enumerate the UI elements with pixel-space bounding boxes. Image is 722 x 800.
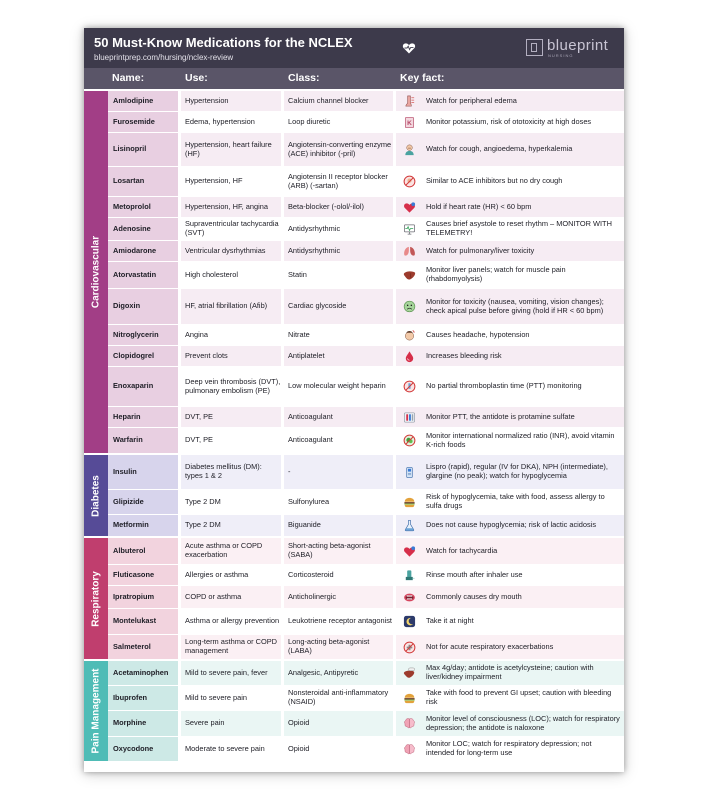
drug-class: Nitrate [284, 325, 393, 345]
drug-name: Montelukast [108, 609, 178, 634]
table-row [108, 490, 624, 514]
table-row [108, 262, 624, 288]
drug-class: Statin [284, 262, 393, 288]
no-emergency-icon [396, 635, 422, 659]
drug-use: Hypertension, heart failure (HF) [181, 133, 281, 166]
drug-key-fact: Monitor international normalized ratio (INR), avoid vitamin K-rich foods [422, 428, 624, 453]
drug-use: Acute asthma or COPD exacerbation [181, 538, 281, 564]
lab-tubes-icon [396, 407, 422, 427]
table-row [108, 407, 624, 427]
drug-key-fact: Max 4g/day; antidote is acetylcysteine; caution with liver/kidney impairment [422, 661, 624, 685]
drug-use: COPD or asthma [181, 586, 281, 608]
logo-subtext: NURSING [548, 53, 574, 58]
drug-key-fact: Monitor level of consciousness (LOC); watch for respiratory depression; the antidote is naloxone [422, 711, 624, 736]
drug-key-fact: Monitor potassium, risk of ototoxicity at high doses [422, 112, 624, 132]
drug-class: Long-acting beta-agonist (LABA) [284, 635, 393, 659]
table-row [108, 565, 624, 585]
drug-name: Oxycodone [108, 737, 178, 761]
drug-class: Opioid [284, 737, 393, 761]
drug-name: Losartan [108, 167, 178, 196]
table-row [108, 635, 624, 659]
drug-use: HF, atrial fibrillation (Afib) [181, 289, 281, 324]
sheet-subtitle: blueprintprep.com/hursing/nclex-review [94, 53, 234, 62]
monitor-icon [396, 218, 422, 240]
heart-icon [396, 538, 422, 564]
blueprint-logo [526, 37, 618, 61]
drug-name: Morphine [108, 711, 178, 736]
drug-name: Ipratropium [108, 586, 178, 608]
blood-drop-icon [396, 346, 422, 366]
drug-name: Clopidogrel [108, 346, 178, 366]
drug-use: Prevent clots [181, 346, 281, 366]
drug-use: Type 2 DM [181, 515, 281, 536]
lab-flask-icon [396, 515, 422, 536]
drug-name: Furosemide [108, 112, 178, 132]
drug-class: Nonsteroidal anti-inflammatory (NSAID) [284, 686, 393, 710]
table-row [108, 455, 624, 489]
drug-class: Cardiac glycoside [284, 289, 393, 324]
category-label: Diabetes [90, 474, 102, 517]
table-row [108, 346, 624, 366]
coughing-person-icon [396, 133, 422, 166]
drug-class: Anticoagulant [284, 428, 393, 453]
drug-name: Albuterol [108, 538, 178, 564]
drug-key-fact: Take it at night [422, 609, 624, 634]
drug-name: Nitroglycerin [108, 325, 178, 345]
drug-key-fact: Watch for cough, angioedema, hyperkalemia [422, 133, 624, 166]
table-row [108, 428, 624, 453]
drug-use: Supraventricular tachycardia (SVT) [181, 218, 281, 240]
heart-pulse-icon [402, 41, 416, 55]
table-row [108, 711, 624, 736]
sick-face-icon [396, 289, 422, 324]
drug-key-fact: Hold if heart rate (HR) < 60 bpm [422, 197, 624, 217]
drug-class: Anticholinergic [284, 586, 393, 608]
mouth-icon [396, 586, 422, 608]
brain-icon [396, 711, 422, 736]
category-label: Respiratory [90, 570, 102, 627]
column-headers [84, 68, 624, 89]
table-row [108, 133, 624, 166]
table-row [108, 609, 624, 634]
drug-class: Opioid [284, 711, 393, 736]
pill-liver-icon [396, 661, 422, 685]
drug-class: Antidysrhythmic [284, 218, 393, 240]
drug-class: Sulfonylurea [284, 490, 393, 514]
drug-use: Mild to severe pain [181, 686, 281, 710]
drug-name: Acetaminophen [108, 661, 178, 685]
drug-class: Leukotriene receptor antagonist [284, 609, 393, 634]
drug-class: - [284, 455, 393, 489]
drug-name: Metoprolol [108, 197, 178, 217]
drug-key-fact: Does not cause hypoglycemia; risk of lactic acidosis [422, 515, 624, 536]
drug-key-fact: Causes brief asystole to reset rhythm – MONITOR WITH TELEMETRY! [422, 218, 624, 240]
drug-name: Ibuprofen [108, 686, 178, 710]
drug-use: DVT, PE [181, 407, 281, 427]
drug-key-fact: Risk of hypoglycemia, take with food, assess allergy to sulfa drugs [422, 490, 624, 514]
brain-icon [396, 737, 422, 761]
medication-sheet [84, 28, 624, 772]
drug-use: Diabetes mellitus (DM): types 1 & 2 [181, 455, 281, 489]
drug-use: Mild to severe pain, fever [181, 661, 281, 685]
category-band [84, 661, 108, 761]
drug-class: Antiplatelet [284, 346, 393, 366]
drug-name: Atorvastatin [108, 262, 178, 288]
category-label: Cardiovascular [90, 235, 102, 309]
drug-name: Fluticasone [108, 565, 178, 585]
drug-name: Adenosine [108, 218, 178, 240]
lungs-liver-icon [396, 241, 422, 261]
drug-name: Metformin [108, 515, 178, 536]
category-band [84, 538, 108, 659]
table-row [108, 241, 624, 261]
category-band [84, 91, 108, 453]
drug-use: Angina [181, 325, 281, 345]
column-header-key-fact: Key fact: [400, 72, 445, 84]
table-row [108, 661, 624, 685]
logo-mark [526, 39, 543, 56]
potassium-icon [396, 112, 422, 132]
drug-name: Enoxaparin [108, 367, 178, 406]
drug-name: Warfarin [108, 428, 178, 453]
column-header-name: Name: [112, 72, 145, 84]
drug-class: Beta-blocker (-olol/-ilol) [284, 197, 393, 217]
no-greens-icon [396, 428, 422, 453]
table-row [108, 197, 624, 217]
drug-class: Angiotensin-converting enzyme (ACE) inhibitor (-pril) [284, 133, 393, 166]
drug-class: Antidysrhythmic [284, 241, 393, 261]
table-row [108, 91, 624, 111]
swollen-leg-icon [396, 91, 422, 111]
drug-key-fact: Monitor PTT, the antidote is protamine sulfate [422, 407, 624, 427]
drug-key-fact: Rinse mouth after inhaler use [422, 565, 624, 585]
table-row [108, 325, 624, 345]
category-label: Pain Management [90, 668, 102, 754]
inhaler-icon [396, 565, 422, 585]
drug-key-fact: No partial thromboplastin time (PTT) monitoring [422, 367, 624, 406]
drug-key-fact: Monitor liver panels; watch for muscle pain (rhabdomyolysis) [422, 262, 624, 288]
drug-use: Allergies or asthma [181, 565, 281, 585]
drug-use: Asthma or allergy prevention [181, 609, 281, 634]
drug-name: Lisinopril [108, 133, 178, 166]
table-row [108, 218, 624, 240]
table-row [108, 686, 624, 710]
table-row [108, 112, 624, 132]
drug-key-fact: Similar to ACE inhibitors but no dry cough [422, 167, 624, 196]
drug-use: Type 2 DM [181, 490, 281, 514]
drug-class: Low molecular weight heparin [284, 367, 393, 406]
drug-name: Glipizide [108, 490, 178, 514]
drug-use: Ventricular dysrhythmias [181, 241, 281, 261]
drug-class: Loop diuretic [284, 112, 393, 132]
burger-icon [396, 686, 422, 710]
drug-use: Long-term asthma or COPD management [181, 635, 281, 659]
drug-class: Angiotensin II receptor blocker (ARB) (-sartan) [284, 167, 393, 196]
drug-key-fact: Increases bleeding risk [422, 346, 624, 366]
drug-class: Anticoagulant [284, 407, 393, 427]
drug-key-fact: Watch for peripheral edema [422, 91, 624, 111]
table-row [108, 737, 624, 761]
drug-use: Severe pain [181, 711, 281, 736]
burger-icon [396, 490, 422, 514]
drug-key-fact: Watch for tachycardia [422, 538, 624, 564]
heart-icon [396, 197, 422, 217]
sheet-title: 50 Must-Know Medications for the NCLEX [94, 35, 353, 50]
table-row [108, 167, 624, 196]
no-test-icon [396, 367, 422, 406]
drug-key-fact: Monitor LOC; watch for respiratory depression; not intended for long-term use [422, 737, 624, 761]
table-row [108, 538, 624, 564]
drug-name: Amiodarone [108, 241, 178, 261]
drug-use: Moderate to severe pain [181, 737, 281, 761]
drug-class: Biguanide [284, 515, 393, 536]
drug-name: Heparin [108, 407, 178, 427]
drug-use: Hypertension, HF, angina [181, 197, 281, 217]
sheet-header [84, 28, 624, 68]
insulin-pen-icon [396, 455, 422, 489]
drug-use: Deep vein thrombosis (DVT), pulmonary embolism (PE) [181, 367, 281, 406]
drug-key-fact: Causes headache, hypotension [422, 325, 624, 345]
drug-name: Insulin [108, 455, 178, 489]
drug-key-fact: Watch for pulmonary/liver toxicity [422, 241, 624, 261]
column-header-use: Use: [185, 72, 208, 84]
table-row [108, 367, 624, 406]
table-row [108, 289, 624, 324]
logo-text: blueprint [547, 37, 609, 54]
drug-class: Calcium channel blocker [284, 91, 393, 111]
drug-key-fact: Lispro (rapid), regular (IV for DKA), NPH (intermediate), glargine (no peak); watch for hypoglycemia [422, 455, 624, 489]
no-cough-icon [396, 167, 422, 196]
drug-key-fact: Not for acute respiratory exacerbations [422, 635, 624, 659]
drug-class: Analgesic, Antipyretic [284, 661, 393, 685]
drug-name: Salmeterol [108, 635, 178, 659]
drug-name: Amlodipine [108, 91, 178, 111]
category-band [84, 455, 108, 536]
column-header-class: Class: [288, 72, 320, 84]
drug-key-fact: Commonly causes dry mouth [422, 586, 624, 608]
liver-icon [396, 262, 422, 288]
drug-name: Digoxin [108, 289, 178, 324]
table-row [108, 515, 624, 536]
drug-use: High cholesterol [181, 262, 281, 288]
drug-use: Edema, hypertension [181, 112, 281, 132]
drug-class: Short-acting beta-agonist (SABA) [284, 538, 393, 564]
svg-text:K: K [406, 119, 412, 127]
table-row [108, 586, 624, 608]
drug-key-fact: Monitor for toxicity (nausea, vomiting, vision changes); check apical pulse before giving (hold if HR < 60 bpm) [422, 289, 624, 324]
headache-icon [396, 325, 422, 345]
drug-use: Hypertension [181, 91, 281, 111]
drug-use: Hypertension, HF [181, 167, 281, 196]
moon-icon [396, 609, 422, 634]
drug-class: Corticosteroid [284, 565, 393, 585]
drug-key-fact: Take with food to prevent GI upset; caution with bleeding risk [422, 686, 624, 710]
drug-use: DVT, PE [181, 428, 281, 453]
